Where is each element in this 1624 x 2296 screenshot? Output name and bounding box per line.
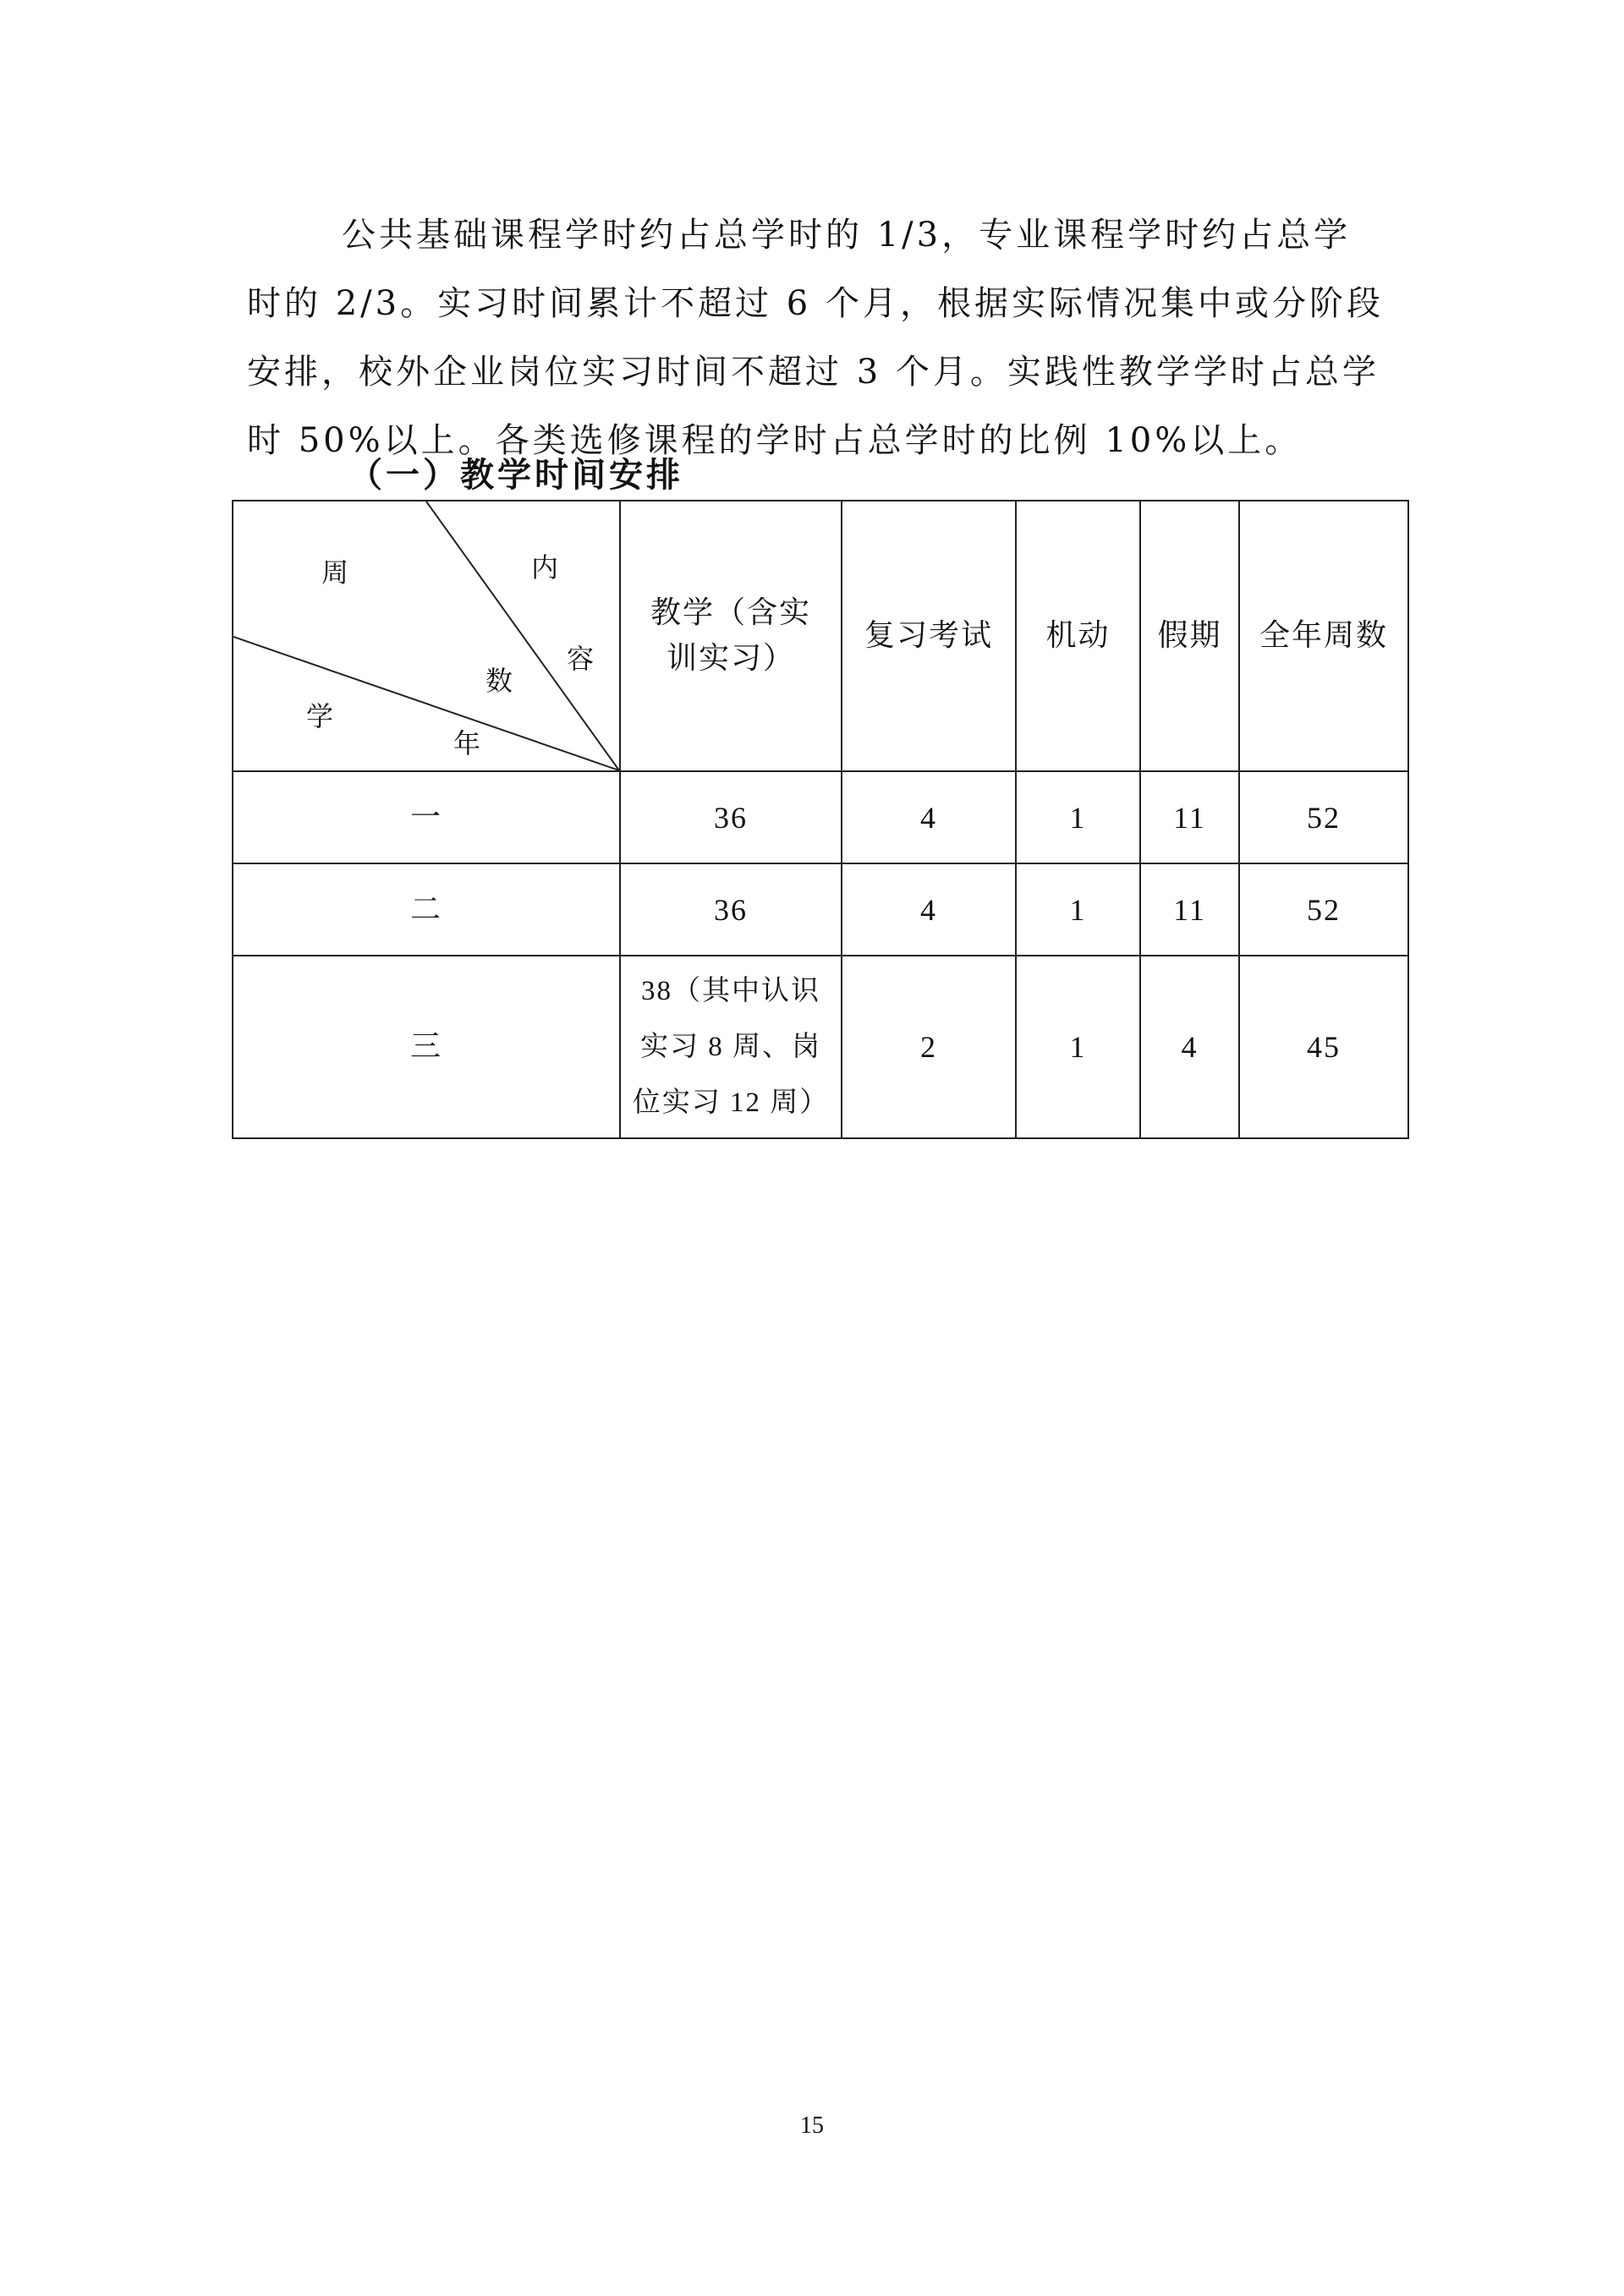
exam-weeks-cell: 2	[842, 956, 1016, 1138]
diagonal-lines	[233, 501, 619, 770]
diagonal-corner-header	[233, 501, 620, 771]
corner-label: 学	[306, 700, 334, 732]
total-weeks-cell: 45	[1239, 956, 1408, 1138]
section-heading: （一）教学时间安排	[348, 455, 683, 495]
paragraph-line: 时的 2/3。实习时间累计不超过 6 个月，根据实际情况集中或分阶段	[247, 284, 1384, 323]
header-total-weeks: 全年周数	[1239, 501, 1408, 771]
corner-label: 数	[486, 665, 513, 697]
header-holiday: 假期	[1140, 501, 1239, 771]
year-cell: 三	[233, 956, 620, 1138]
table-row	[233, 771, 1408, 863]
table-header-row	[233, 501, 1408, 771]
flex-weeks-cell: 1	[1016, 771, 1140, 863]
flex-weeks-cell: 1	[1016, 956, 1140, 1138]
header-flexible: 机动	[1016, 501, 1140, 771]
paragraph-line: 公共基础课程学时约占总学时的 1/3，专业课程学时约占总学	[342, 216, 1352, 255]
holiday-weeks-cell: 11	[1140, 771, 1239, 863]
teaching-weeks-cell: 38（其中认识实习 8 周、岗位实习 12 周）	[620, 956, 842, 1138]
year-cell: 二	[233, 863, 620, 956]
teaching-weeks-cell: 36	[620, 863, 842, 956]
teaching-weeks-cell: 36	[620, 771, 842, 863]
total-weeks-cell: 52	[1239, 771, 1408, 863]
header-review-exam: 复习考试	[842, 501, 1016, 771]
body-paragraph	[247, 201, 1397, 475]
corner-label: 内	[531, 551, 559, 584]
paragraph-line: 安排，校外企业岗位实习时间不超过 3 个月。实践性教学学时占总学	[247, 353, 1380, 392]
table-row	[233, 863, 1408, 956]
teaching-schedule-table	[232, 500, 1409, 1139]
paragraph-line: 时 50%以上。各类选修课程的学时占总学时的比例 10%以上。	[247, 421, 1303, 460]
page-number: 15	[800, 2112, 824, 2139]
holiday-weeks-cell: 4	[1140, 956, 1239, 1138]
flex-weeks-cell: 1	[1016, 863, 1140, 956]
holiday-weeks-cell: 11	[1140, 863, 1239, 956]
total-weeks-cell: 52	[1239, 863, 1408, 956]
year-cell: 一	[233, 771, 620, 863]
corner-label: 年	[453, 727, 481, 759]
exam-weeks-cell: 4	[842, 863, 1016, 956]
exam-weeks-cell: 4	[842, 771, 1016, 863]
table-row	[233, 956, 1408, 1138]
corner-label: 周	[321, 556, 349, 589]
corner-label: 容	[567, 643, 595, 675]
header-teaching: 教学（含实训实习）	[620, 501, 842, 771]
